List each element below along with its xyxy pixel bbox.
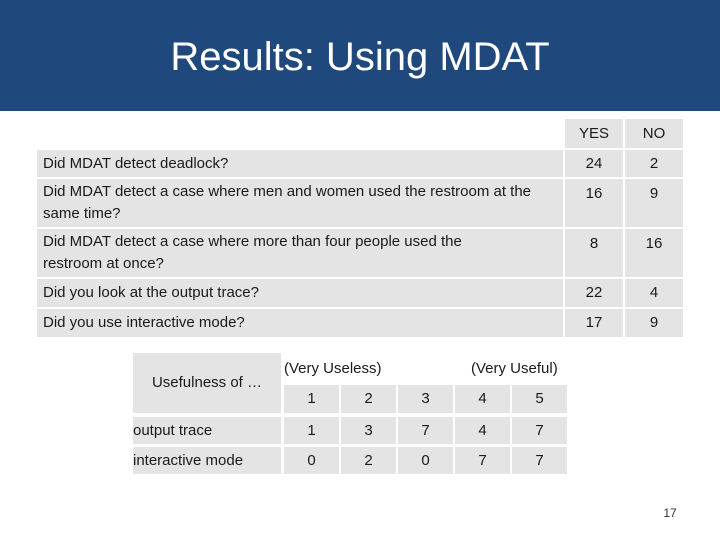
question-cell: Did MDAT detect deadlock? xyxy=(37,150,563,177)
usefulness-count: 7 xyxy=(512,417,567,444)
scale-3: 3 xyxy=(398,385,453,413)
no-count: 2 xyxy=(625,150,683,177)
usefulness-corner-label: Usefulness of … xyxy=(133,353,281,413)
question-cell: Did you look at the output trace? xyxy=(37,279,563,307)
no-count: 9 xyxy=(625,309,683,337)
usefulness-row-label: interactive mode xyxy=(133,447,281,474)
usefulness-count: 0 xyxy=(284,447,339,474)
no-count: 4 xyxy=(625,279,683,307)
usefulness-count: 7 xyxy=(455,447,510,474)
usefulness-count: 4 xyxy=(455,417,510,444)
question-cell: Did you use interactive mode? xyxy=(37,309,563,337)
header-no: NO xyxy=(625,119,683,148)
usefulness-count: 2 xyxy=(341,447,396,474)
scale-1: 1 xyxy=(284,385,339,413)
yes-count: 8 xyxy=(565,229,623,277)
usefulness-row-label: output trace xyxy=(133,417,281,444)
usefulness-count: 7 xyxy=(398,417,453,444)
yes-count: 17 xyxy=(565,309,623,337)
yes-count: 24 xyxy=(565,150,623,177)
no-count: 16 xyxy=(625,229,683,277)
scale-high-label: (Very Useful) xyxy=(471,360,558,377)
usefulness-count: 3 xyxy=(341,417,396,444)
usefulness-count: 1 xyxy=(284,417,339,444)
usefulness-count: 7 xyxy=(512,447,567,474)
slide-title: Results: Using MDAT xyxy=(170,35,550,79)
scale-low-label: (Very Useless) xyxy=(284,360,382,377)
question-cell: Did MDAT detect a case where more than four people used the restroom at once? xyxy=(37,229,563,277)
scale-4: 4 xyxy=(455,385,510,413)
page-number: 17 xyxy=(663,506,677,520)
scale-5: 5 xyxy=(512,385,567,413)
scale-2: 2 xyxy=(341,385,396,413)
question-cell: Did MDAT detect a case where men and women used the restroom at the same time? xyxy=(37,179,563,227)
yes-count: 22 xyxy=(565,279,623,307)
no-count: 9 xyxy=(625,179,683,227)
header-yes: YES xyxy=(565,119,623,148)
yes-count: 16 xyxy=(565,179,623,227)
usefulness-count: 0 xyxy=(398,447,453,474)
